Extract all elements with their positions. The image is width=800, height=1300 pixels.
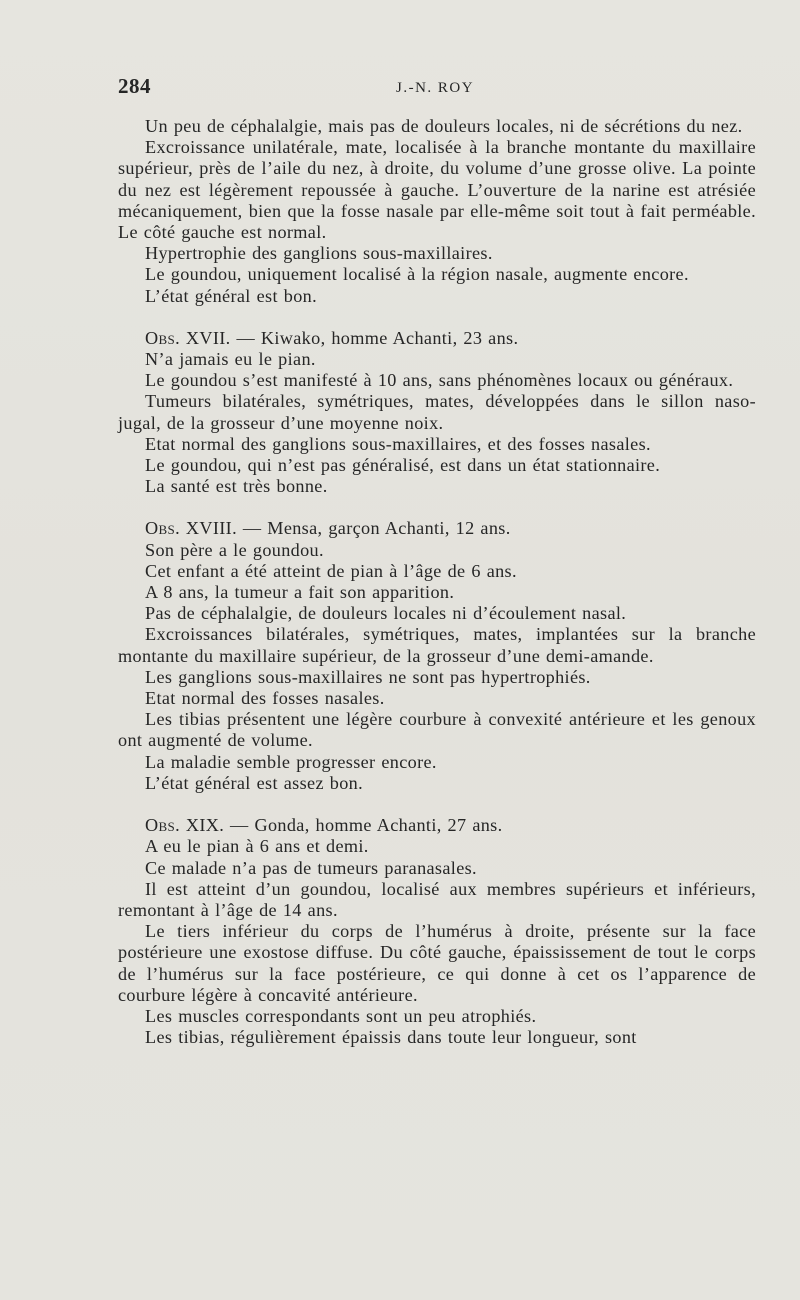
observation-label: Obs. (145, 815, 180, 836)
paragraph: Les tibias, régulièrement épaissis dans toute leur longueur, sont (145, 1027, 637, 1048)
body-text (118, 116, 756, 1048)
paragraph: Excroissance unilatérale, mate, localisée à la branche montante du maxillaire supérieur, près de l’aile du nez, à droite, du volume d’une grosse olive. La pointe du nez est légèrement repoussée à gauche. L’ouverture de la narine est atrésiée mécaniquement, bien que la fosse nasale par elle-même soit tout à fait perméable. Le côté gauche est normal. (118, 137, 756, 243)
observation-label: Obs. (145, 327, 180, 348)
paragraph: Les muscles correspondants sont un peu atrophiés. (145, 1005, 537, 1026)
paragraph: Etat normal des fosses nasales. (145, 688, 385, 709)
paragraph: La santé est très bonne. (145, 476, 328, 497)
paragraph: A eu le pian à 6 ans et demi. (145, 836, 369, 857)
paragraph: L’état général est assez bon. (145, 772, 364, 793)
paragraph: Excroissances bilatérales, symétriques, mates, implantées sur la branche montante du maxillaire supérieur, de la grosseur d’une demi-amande. (118, 624, 756, 666)
paragraph: Pas de céphalalgie, de douleurs locales ni d’écoulement nasal. (145, 603, 627, 624)
paragraph: Les ganglions sous-maxillaires ne sont pas hypertrophiés. (145, 666, 591, 687)
paragraph: Etat normal des ganglions sous-maxillaires, et des fosses nasales. (145, 433, 651, 454)
observation-title: XVII. — Kiwako, homme Achanti, 23 ans. (179, 327, 519, 348)
paragraph: Le goundou, qui n’est pas généralisé, est dans un état stationnaire. (145, 455, 661, 476)
observation-title: XVIII. — Mensa, garçon Achanti, 12 ans. (179, 518, 511, 539)
observation-heading (118, 815, 756, 836)
section-gap (118, 794, 756, 815)
paragraph: A 8 ans, la tumeur a fait son apparition. (145, 582, 455, 603)
section-gap (118, 497, 756, 518)
paragraph: N’a jamais eu le pian. (145, 349, 316, 370)
paragraph: Il est atteint d’un goundou, localisé aux membres supérieurs et inférieurs, remontant à l’âge de 14 ans. (118, 878, 756, 920)
paragraph: Hypertrophie des ganglions sous-maxillaires. (145, 243, 493, 264)
page-number: 284 (118, 74, 151, 98)
paragraph: Le tiers inférieur du corps de l’humérus à droite, présente sur la face postérieure une exostose diffuse. Du côté gauche, épaississement de tout le corps de l’humérus sur la face postérieure, ce qui donne à cet os l’apparence de courbure légère à concavité antérieure. (118, 921, 756, 1005)
paragraph: Son père a le goundou. (145, 539, 324, 560)
observation-label: Obs. (145, 518, 180, 539)
paragraph: Ce malade n’a pas de tumeurs paranasales. (145, 857, 477, 878)
paragraph: Le goundou, uniquement localisé à la région nasale, augmente encore. (145, 264, 689, 285)
paragraph: Un peu de céphalalgie, mais pas de douleurs locales, ni de sécrétions du nez. (145, 116, 743, 136)
observation-heading (118, 518, 756, 539)
running-head (118, 74, 758, 102)
paragraph: Les tibias présentent une légère courbure à convexité antérieure et les genoux ont augmenté de volume. (118, 709, 756, 751)
paragraph: Tumeurs bilatérales, symétriques, mates, développées dans le sillon naso-jugal, de la grosseur d’une moyenne noix. (118, 391, 756, 433)
observation-title: XIX. — Gonda, homme Achanti, 27 ans. (179, 815, 503, 836)
section-gap (118, 307, 756, 328)
paragraph: Le goundou s’est manifesté à 10 ans, sans phénomènes locaux ou généraux. (145, 370, 734, 391)
observation-heading (118, 328, 756, 349)
paragraph: L’état général est bon. (145, 285, 317, 306)
running-head-author: J.-N. ROY (396, 80, 475, 96)
paragraph: La maladie semble progresser encore. (145, 751, 437, 772)
paragraph: Cet enfant a été atteint de pian à l’âge de 6 ans. (145, 560, 517, 581)
